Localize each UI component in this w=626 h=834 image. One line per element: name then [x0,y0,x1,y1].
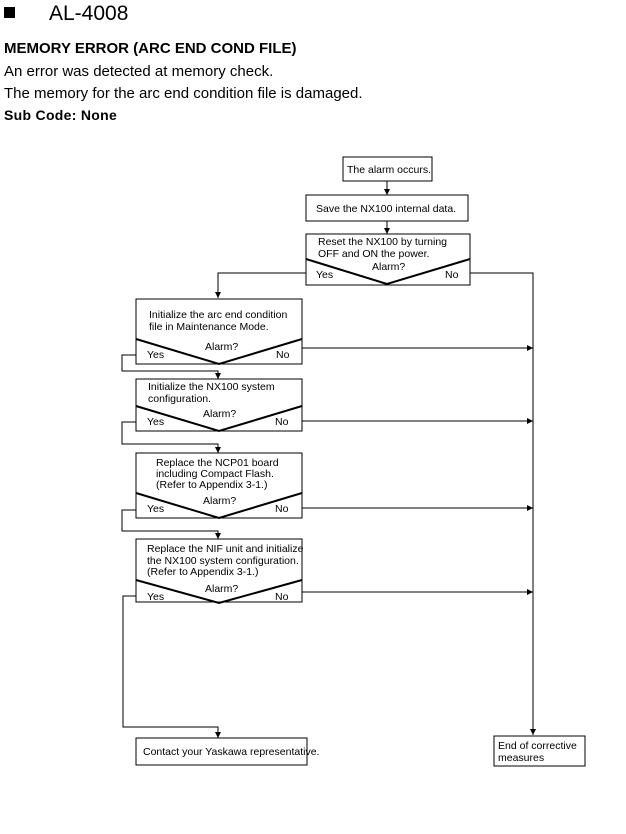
no-label: No [275,591,289,603]
contact-text: Contact your Yaskawa representative. [143,746,320,758]
no-label: No [275,416,289,428]
yes-label: Yes [316,269,334,281]
step-2-line-2: configuration. [148,393,212,405]
decision-label: Alarm? [372,261,406,273]
step-1-line-2: file in Maintenance Mode. [149,321,269,333]
end-text-line-1: End of corrective [498,740,577,752]
start-box [343,157,432,181]
decision-label: Alarm? [203,408,237,420]
alarm-title: MEMORY ERROR (ARC END COND FILE) [4,40,297,57]
step-1-line-1: Initialize the arc end condition [149,309,288,321]
step-3-line-3: (Refer to Appendix 3-1.) [156,479,268,491]
no-label: No [445,269,459,281]
save-box [306,195,468,221]
step-3-box [136,453,302,518]
alarm-code: AL-4008 [49,2,129,25]
save-text: Save the NX100 internal data. [316,203,457,215]
step-3-line-1: Replace the NCP01 board [156,457,279,469]
decision-label: Alarm? [205,583,239,595]
sub-code: Sub Code: None [4,107,118,123]
step-2-line-1: Initialize the NX100 system [148,381,275,393]
yes-label: Yes [147,416,165,428]
step-2-box [136,379,302,431]
decision-label: Alarm? [203,495,237,507]
no-label: No [275,503,289,515]
description-line-1: An error was detected at memory check. [4,63,274,80]
contact-box [136,738,319,765]
step-4-line-3: (Refer to Appendix 3-1.) [147,566,259,578]
step-4-line-2: the NX100 system configuration. [147,555,299,567]
step-1-box [136,299,302,364]
step-4-line-1: Replace the NIF unit and initialize [147,543,304,555]
start-text: The alarm occurs. [347,164,432,176]
decision-label: Alarm? [205,341,239,353]
end-box [494,736,585,766]
yes-label: Yes [147,503,165,515]
reset-text-line-1: Reset the NX100 by turning [318,236,447,248]
end-text-line-2: measures [498,752,545,764]
yes-label: Yes [147,591,165,603]
description-line-2: The memory for the arc end condition file is damaged. [4,85,363,102]
no-label: No [276,349,290,361]
reset-text-line-2: OFF and ON the power. [318,248,430,260]
yes-label: Yes [147,349,165,361]
step-4-box [136,539,304,603]
step-3-line-2: including Compact Flash. [156,468,274,480]
reset-decision-box [306,234,470,285]
